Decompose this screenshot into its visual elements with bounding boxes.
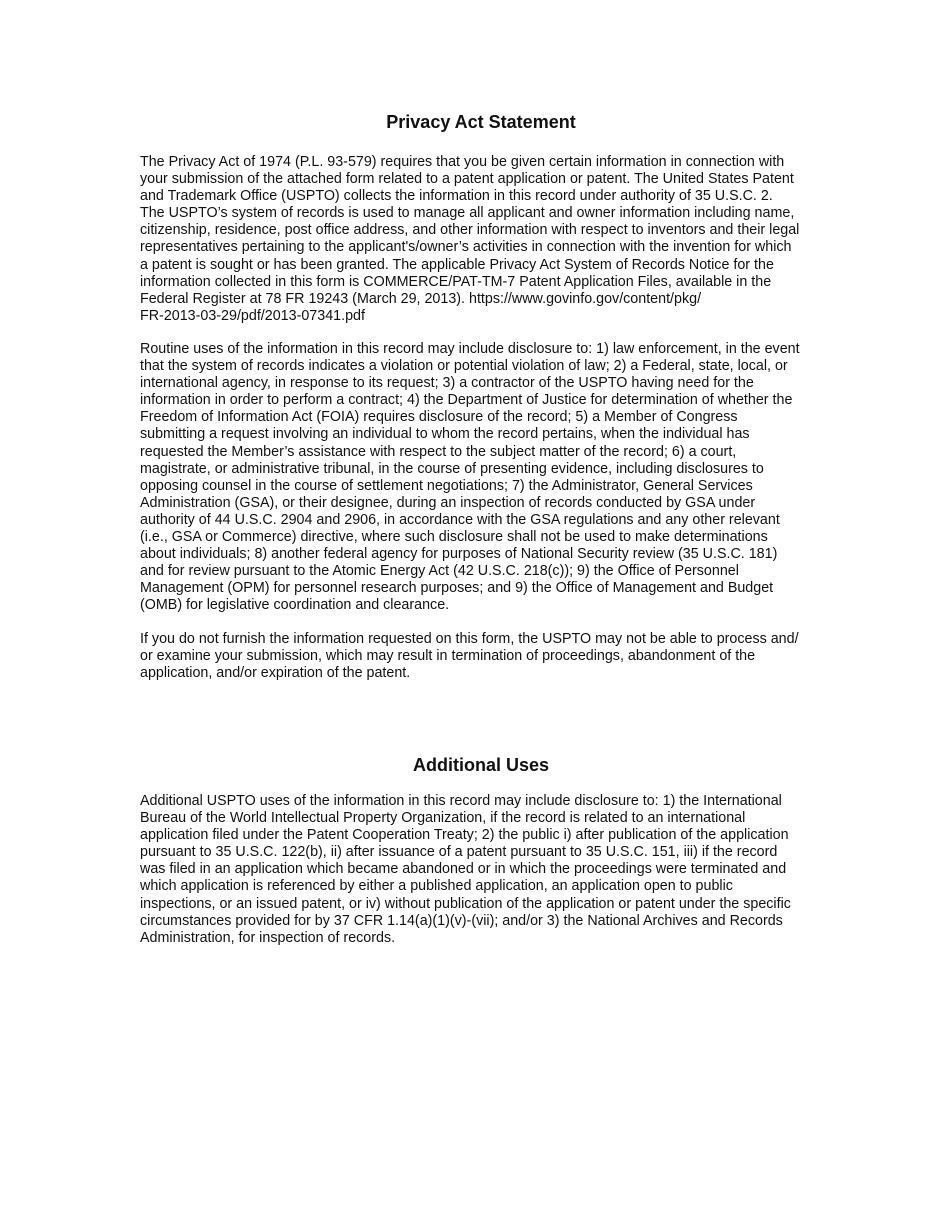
- text-line: FR-2013-03-29/pdf/2013-07341.pdf: [140, 307, 365, 324]
- text-line: Administration, for inspection of records.: [140, 929, 396, 946]
- text-line: about individuals; 8) another federal agency for purposes of National Security review (35 U.S.C. 181): [140, 546, 778, 563]
- privacy-paragraph-routine-uses: [140, 341, 800, 615]
- text-line: was filed in an application which became abandoned or in which the proceedings were terminated and: [140, 861, 787, 878]
- text-line: Federal Register at 78 FR 19243 (March 29, 2013). https://www.govinfo.gov/content/pkg/: [140, 290, 702, 307]
- text-line: that the system of records indicates a violation or potential violation of law; 2) a Federal, state, local, or: [140, 358, 788, 375]
- text-line: or examine your submission, which may result in termination of proceedings, abandonment of the: [140, 648, 756, 665]
- text-line: information collected in this form is COMMERCE/PAT-TM-7 Patent Application Files, available in the: [140, 273, 772, 290]
- text-line: which application is referenced by either a published application, an application open to public: [140, 878, 733, 895]
- text-line: information in order to perform a contract; 4) the Department of Justice for determination of whether the: [140, 392, 793, 409]
- text-line: application filed under the Patent Cooperation Treaty; 2) the public i) after publication of the application: [140, 827, 789, 844]
- text-line: inspections, or an issued patent, or iv) without publication of the application or patent under the specific: [140, 895, 791, 912]
- text-line: Freedom of Information Act (FOIA) requires disclosure of the record; 5) a Member of Congress: [140, 409, 738, 426]
- text-line: Management (OPM) for personnel research purposes; and 9) the Office of Management and Budget: [140, 580, 774, 597]
- text-line: and for review pursuant to the Atomic Energy Act (42 U.S.C. 218(c)); 9) the Office of Personnel: [140, 563, 739, 580]
- text-line: (i.e., GSA or Commerce) directive, where such disclosure shall not be used to make determinations: [140, 529, 768, 546]
- text-line: The Privacy Act of 1974 (P.L. 93-579) requires that you be given certain information in connection with: [140, 154, 785, 170]
- text-line: requested the Member’s assistance with respect to the subject matter of the record; 6) a court,: [140, 443, 737, 460]
- text-line: and Trademark Office (USPTO) collects the information in this record under authority of 35 U.S.C. 2.: [140, 188, 773, 205]
- text-line: Administration (GSA), or their designee, during an inspection of records conducted by GSA under: [140, 494, 756, 511]
- text-line: Additional USPTO uses of the information in this record may include disclosure to: 1) the International: [140, 793, 782, 809]
- text-line: magistrate, or administrative tribunal, in the course of presenting evidence, including disclosures to: [140, 460, 764, 477]
- privacy-paragraph-authority: [140, 154, 799, 325]
- text-line: opposing counsel in the course of settlement negotiations; 7) the Administrator, General Services: [140, 477, 753, 494]
- text-line: Routine uses of the information in this record may include disclosure to: 1) law enforcement, in the event: [140, 341, 800, 357]
- text-line: The USPTO’s system of records is used to manage all applicant and owner information including name,: [140, 205, 795, 222]
- text-line: pursuant to 35 U.S.C. 122(b), ii) after issuance of a patent pursuant to 35 U.S.C. 151, iii) if the record: [140, 844, 778, 861]
- text-line: a patent is sought or has been granted. The applicable Privacy Act System of Records Notice for the: [140, 256, 774, 273]
- additional-uses-heading: Additional Uses: [412, 755, 550, 775]
- text-line: representatives pertaining to the applicant's/owner’s activities in connection with the invention for which: [140, 239, 792, 256]
- text-line: application, and/or expiration of the patent.: [140, 665, 411, 682]
- text-line: Bureau of the World Intellectual Property Organization, if the record is related to an international: [140, 810, 746, 827]
- text-line: (OMB) for legislative coordination and clearance.: [140, 597, 450, 614]
- text-line: If you do not furnish the information requested on this form, the USPTO may not be able to process and/: [140, 631, 799, 647]
- text-line: authority of 44 U.S.C. 2904 and 2906, in accordance with the GSA regulations and any other relevant: [140, 511, 780, 528]
- text-line: international agency, in response to its request; 3) a contractor of the USPTO having need for the: [140, 375, 754, 392]
- additional-uses-paragraph: [140, 793, 791, 947]
- text-line: your submission of the attached form related to a patent application or patent. The United States Patent: [140, 171, 794, 188]
- text-line: submitting a request involving an individual to whom the record pertains, when the individual has: [140, 426, 750, 443]
- privacy-act-heading: Privacy Act Statement: [386, 112, 576, 132]
- text-line: citizenship, residence, post office address, and other information with respect to inventors and their legal: [140, 222, 800, 239]
- privacy-paragraph-consequences: [140, 631, 799, 682]
- text-line: circumstances provided for by 37 CFR 1.14(a)(1)(v)-(vii); and/or 3) the National Archives and Records: [140, 912, 783, 929]
